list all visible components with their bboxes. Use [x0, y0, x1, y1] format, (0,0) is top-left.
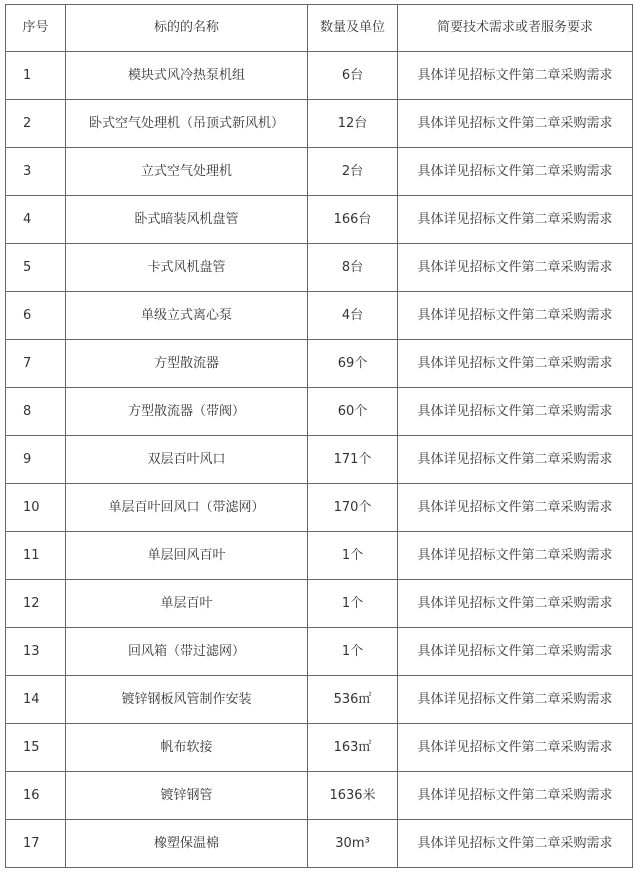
cell-quantity: 166台: [308, 196, 398, 244]
table-row: [6, 820, 633, 868]
cell-serial-number: 11: [6, 532, 66, 580]
cell-quantity: 1个: [308, 628, 398, 676]
cell-quantity: 4台: [308, 292, 398, 340]
cell-serial-number: 14: [6, 676, 66, 724]
cell-serial-number: 17: [6, 820, 66, 868]
table-row: [6, 196, 633, 244]
header-row: [6, 5, 633, 52]
cell-item-name: 橡塑保温棉: [66, 820, 308, 868]
cell-quantity: 60个: [308, 388, 398, 436]
cell-serial-number: 5: [6, 244, 66, 292]
cell-requirements: 具体详见招标文件第二章采购需求: [398, 340, 633, 388]
table-row: [6, 340, 633, 388]
table-row: [6, 580, 633, 628]
cell-serial-number: 6: [6, 292, 66, 340]
table-row: [6, 52, 633, 100]
cell-requirements: 具体详见招标文件第二章采购需求: [398, 772, 633, 820]
cell-quantity: 1636米: [308, 772, 398, 820]
cell-item-name: 卧式空气处理机（吊顶式新风机）: [66, 100, 308, 148]
header-requirements: 简要技术需求或者服务要求: [398, 5, 633, 52]
cell-serial-number: 4: [6, 196, 66, 244]
table-row: [6, 532, 633, 580]
cell-item-name: 卧式暗装风机盘管: [66, 196, 308, 244]
cell-requirements: 具体详见招标文件第二章采购需求: [398, 532, 633, 580]
cell-item-name: 单层百叶回风口（带滤网）: [66, 484, 308, 532]
table-header: [6, 5, 633, 52]
table-row: [6, 628, 633, 676]
cell-serial-number: 2: [6, 100, 66, 148]
cell-serial-number: 13: [6, 628, 66, 676]
cell-requirements: 具体详见招标文件第二章采购需求: [398, 388, 633, 436]
cell-requirements: 具体详见招标文件第二章采购需求: [398, 244, 633, 292]
table-row: [6, 100, 633, 148]
header-item-name: 标的的名称: [66, 5, 308, 52]
cell-quantity: 8台: [308, 244, 398, 292]
table-row: [6, 292, 633, 340]
cell-requirements: 具体详见招标文件第二章采购需求: [398, 820, 633, 868]
cell-item-name: 立式空气处理机: [66, 148, 308, 196]
cell-requirements: 具体详见招标文件第二章采购需求: [398, 436, 633, 484]
cell-requirements: 具体详见招标文件第二章采购需求: [398, 52, 633, 100]
table-row: [6, 724, 633, 772]
procurement-table: [5, 4, 633, 868]
table-row: [6, 388, 633, 436]
cell-item-name: 双层百叶风口: [66, 436, 308, 484]
cell-item-name: 回风箱（带过滤网）: [66, 628, 308, 676]
cell-serial-number: 15: [6, 724, 66, 772]
header-quantity: 数量及单位: [308, 5, 398, 52]
cell-quantity: 171个: [308, 436, 398, 484]
cell-requirements: 具体详见招标文件第二章采购需求: [398, 724, 633, 772]
cell-quantity: 69个: [308, 340, 398, 388]
cell-quantity: 1个: [308, 532, 398, 580]
table-row: [6, 772, 633, 820]
header-serial-number: 序号: [6, 5, 66, 52]
cell-item-name: 方型散流器（带阀）: [66, 388, 308, 436]
cell-requirements: 具体详见招标文件第二章采购需求: [398, 292, 633, 340]
table-row: [6, 436, 633, 484]
cell-serial-number: 7: [6, 340, 66, 388]
cell-item-name: 模块式风冷热泵机组: [66, 52, 308, 100]
cell-item-name: 镀锌钢板风管制作安装: [66, 676, 308, 724]
cell-quantity: 12台: [308, 100, 398, 148]
cell-quantity: 30m³: [308, 820, 398, 868]
cell-serial-number: 9: [6, 436, 66, 484]
table-row: [6, 484, 633, 532]
cell-item-name: 镀锌钢管: [66, 772, 308, 820]
cell-serial-number: 10: [6, 484, 66, 532]
cell-item-name: 卡式风机盘管: [66, 244, 308, 292]
cell-requirements: 具体详见招标文件第二章采购需求: [398, 628, 633, 676]
table-row: [6, 148, 633, 196]
cell-serial-number: 1: [6, 52, 66, 100]
cell-requirements: 具体详见招标文件第二章采购需求: [398, 148, 633, 196]
cell-serial-number: 8: [6, 388, 66, 436]
cell-item-name: 方型散流器: [66, 340, 308, 388]
cell-quantity: 2台: [308, 148, 398, 196]
cell-quantity: 1个: [308, 580, 398, 628]
cell-serial-number: 12: [6, 580, 66, 628]
cell-requirements: 具体详见招标文件第二章采购需求: [398, 676, 633, 724]
cell-requirements: 具体详见招标文件第二章采购需求: [398, 484, 633, 532]
cell-item-name: 单级立式离心泵: [66, 292, 308, 340]
cell-quantity: 6台: [308, 52, 398, 100]
cell-item-name: 单层回风百叶: [66, 532, 308, 580]
cell-quantity: 163㎡: [308, 724, 398, 772]
table-body: [6, 52, 633, 868]
cell-requirements: 具体详见招标文件第二章采购需求: [398, 580, 633, 628]
cell-requirements: 具体详见招标文件第二章采购需求: [398, 196, 633, 244]
table-row: [6, 676, 633, 724]
cell-serial-number: 16: [6, 772, 66, 820]
cell-item-name: 单层百叶: [66, 580, 308, 628]
cell-requirements: 具体详见招标文件第二章采购需求: [398, 100, 633, 148]
table-row: [6, 244, 633, 292]
cell-serial-number: 3: [6, 148, 66, 196]
cell-item-name: 帆布软接: [66, 724, 308, 772]
cell-quantity: 536㎡: [308, 676, 398, 724]
cell-quantity: 170个: [308, 484, 398, 532]
